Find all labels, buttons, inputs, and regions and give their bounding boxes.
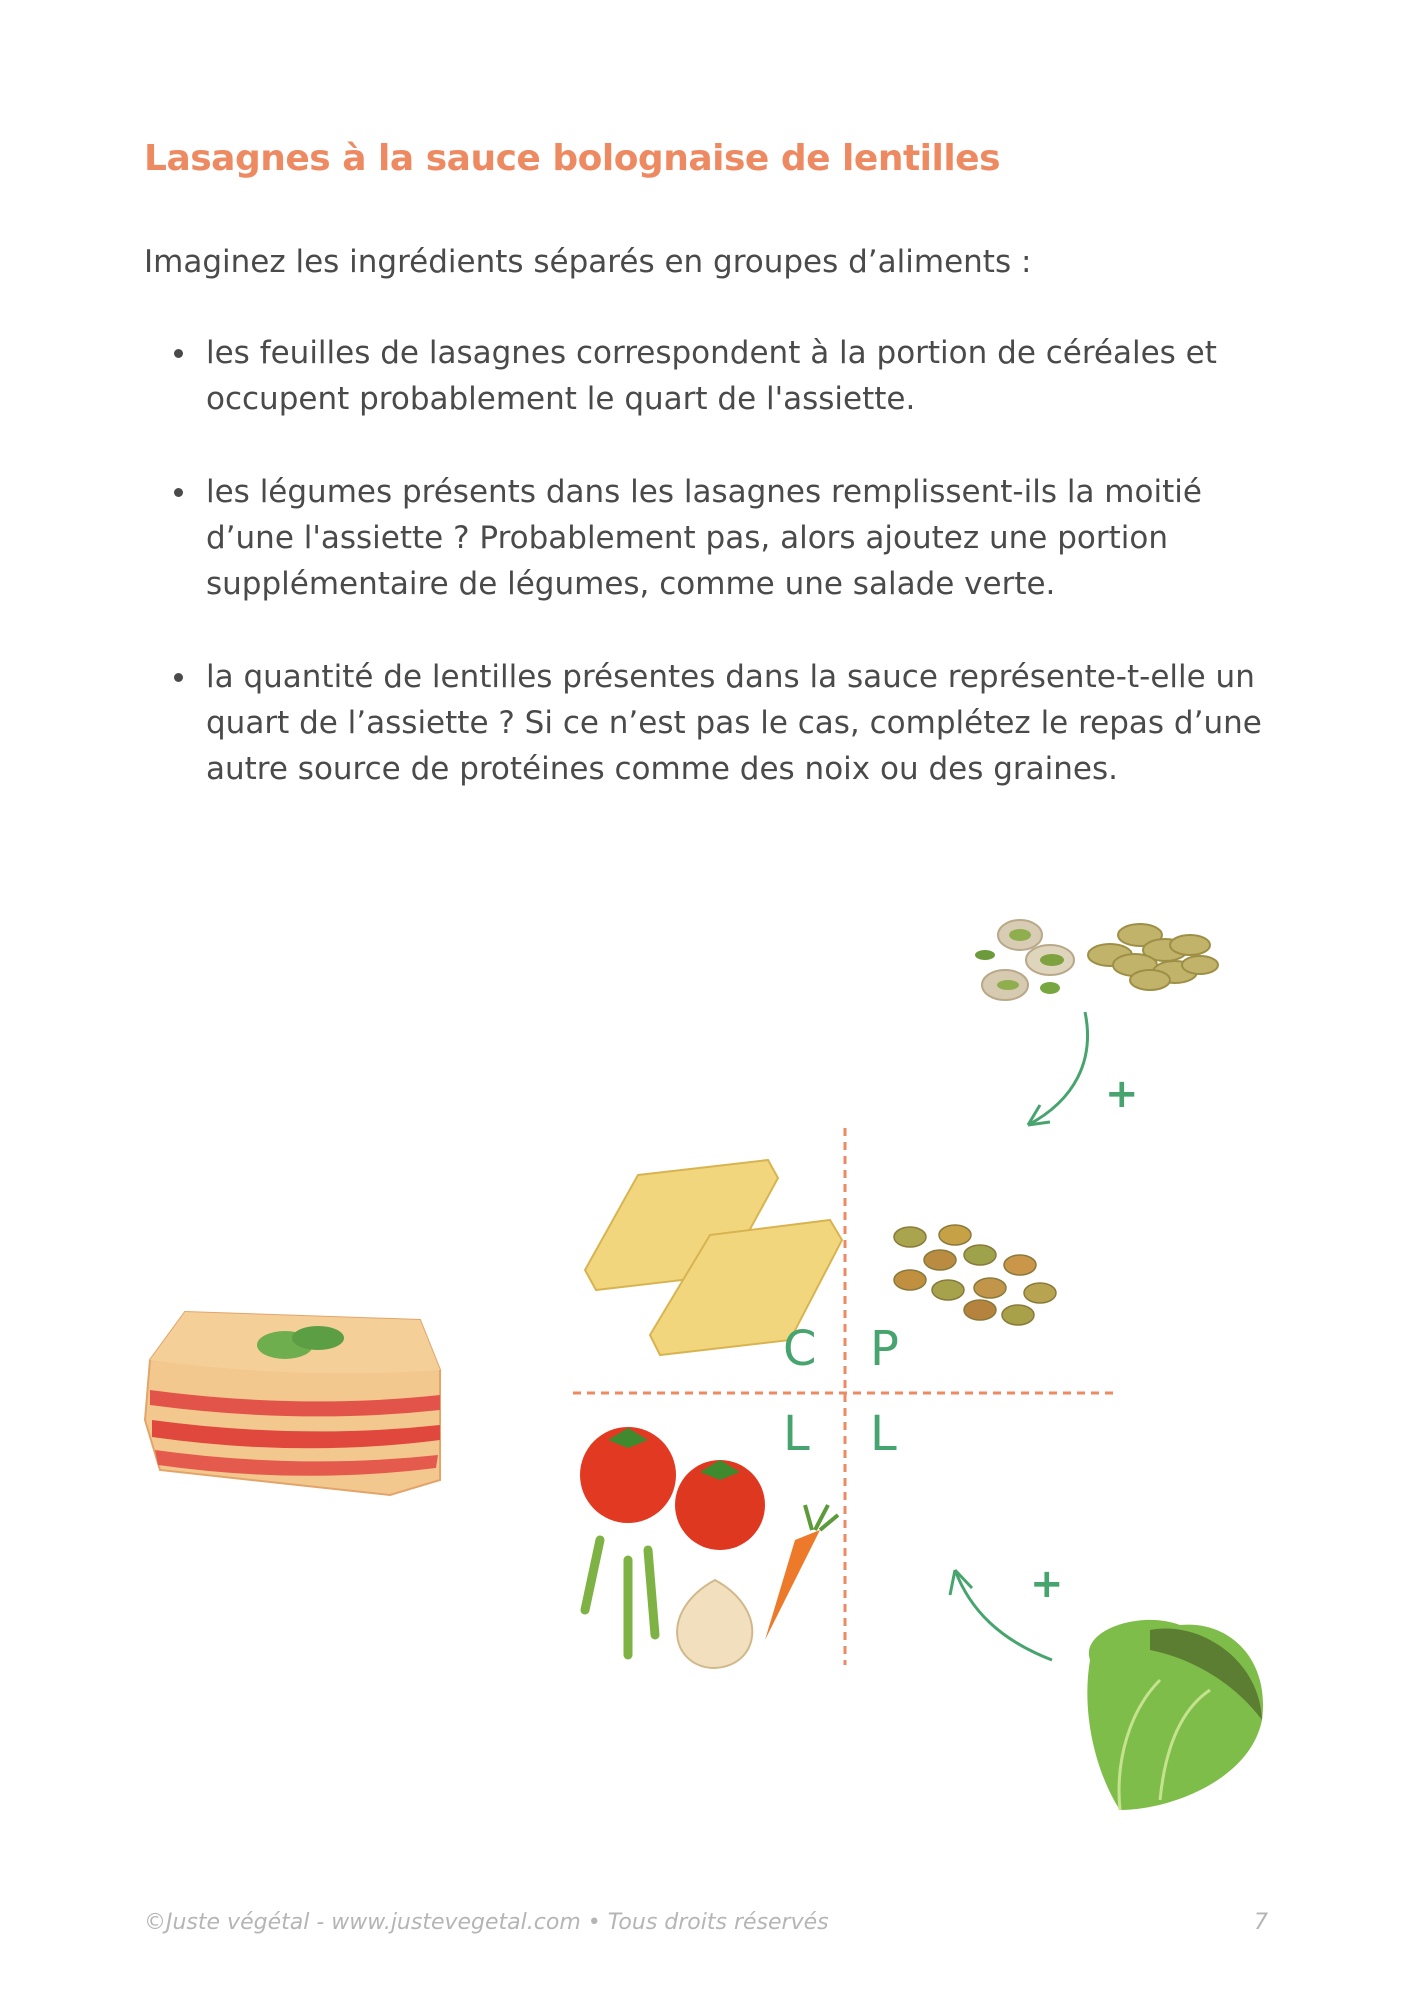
label-cereals: C	[783, 1321, 817, 1377]
bullet-text: les feuilles de lasagnes correspondent à la portion de céréales et occupent probablement le quart de l'assiette.	[206, 335, 1217, 417]
label-vegetables-left: L	[783, 1406, 810, 1462]
bullet-dot	[174, 488, 183, 497]
intro-text: Imaginez les ingrédients séparés en groupes d’aliments :	[144, 244, 1032, 280]
bullet-list	[144, 330, 1284, 839]
carrot-icon	[765, 1505, 838, 1640]
label-vegetables-right: L	[870, 1406, 897, 1462]
lasagna-icon	[145, 1312, 440, 1495]
list-item	[144, 330, 1284, 422]
lettuce-icon	[1087, 1620, 1263, 1810]
plus-sign: +	[1105, 1071, 1139, 1117]
page-title: Lasagnes à la sauce bolognaise de lentilles	[144, 138, 1001, 179]
bullet-text: la quantité de lentilles présentes dans la sauce représente-t-elle un quart de l’assiette ? Si ce n’est pas le cas, complétez le repas d’une autre source de protéines comme des noix ou des graines.	[206, 659, 1262, 787]
label-proteins: P	[870, 1321, 899, 1377]
bullet-text: les légumes présents dans les lasagnes remplissent-ils la moitié d’une l'assiette ? Probablement pas, alors ajoutez une portion supplémentaire de légumes, comme une salade verte.	[206, 474, 1202, 602]
onion-icon	[677, 1580, 752, 1668]
footer-copyright: ©Juste végétal - www.justevegetal.com • Tous droits réservés	[144, 1910, 829, 1935]
plus-sign: +	[1030, 1561, 1064, 1607]
pumpkin-seeds-icon	[1088, 924, 1218, 990]
celery-icon	[585, 1540, 655, 1655]
bullet-dot	[174, 673, 183, 682]
bullet-dot	[174, 349, 183, 358]
page-number: 7	[1254, 1910, 1268, 1935]
plate-illustration	[0, 880, 1414, 1840]
tomato-icon	[580, 1427, 765, 1550]
pistachio-icon	[975, 920, 1074, 1000]
list-item	[144, 654, 1284, 792]
lentils-icon	[894, 1225, 1056, 1325]
list-item	[144, 469, 1284, 607]
